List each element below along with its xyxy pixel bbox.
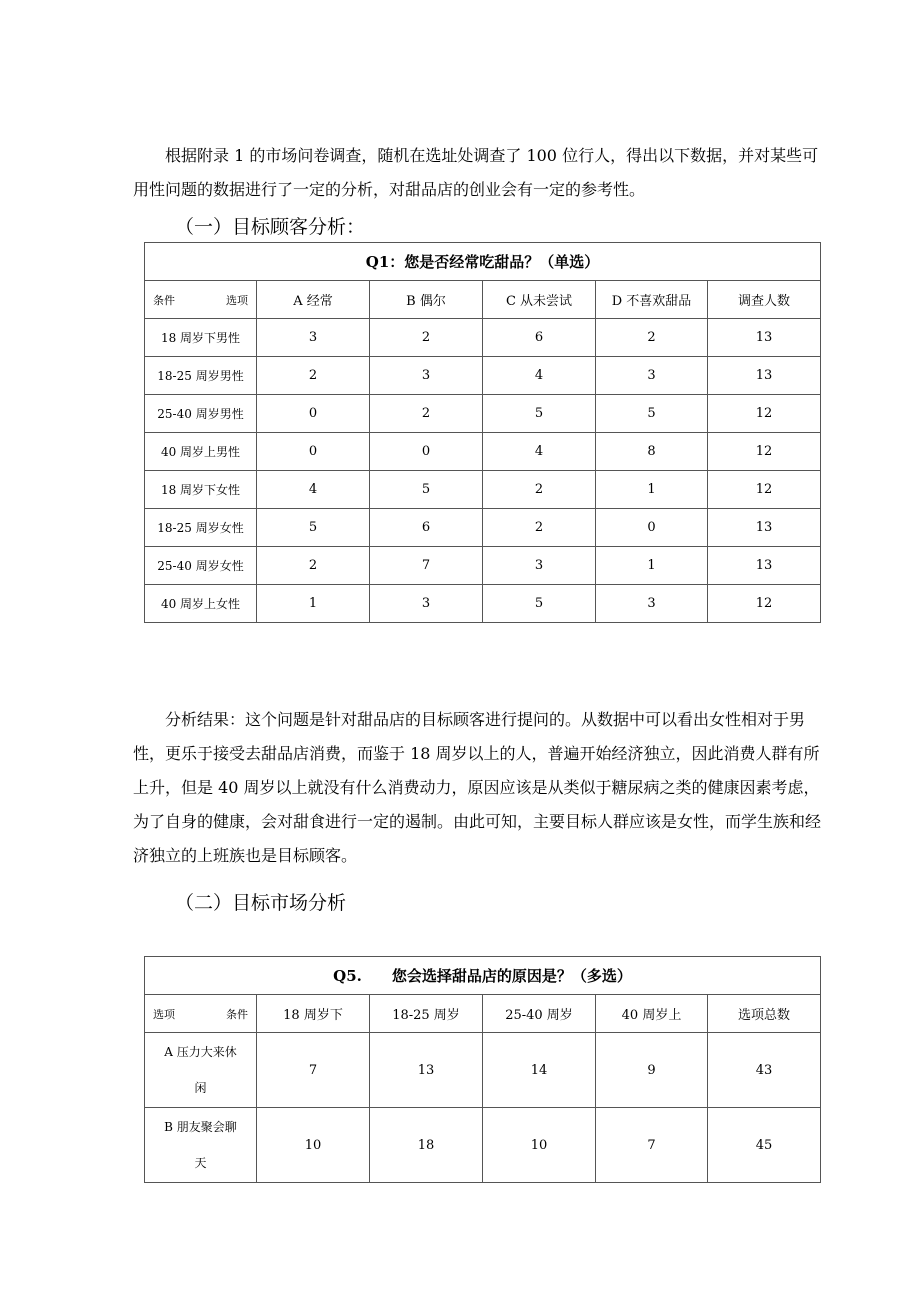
cell: 5: [257, 509, 370, 547]
cell: 3: [596, 357, 708, 395]
cell: 2: [483, 471, 596, 509]
cell: 12: [708, 395, 821, 433]
cell: 1: [596, 471, 708, 509]
q1-header: B 偶尔: [370, 281, 483, 319]
cell: 5: [596, 395, 708, 433]
row-label: 18 周岁下女性: [145, 471, 257, 509]
section2-heading: （二）目标市场分析: [175, 892, 347, 914]
q1-corner-right: 选项: [226, 293, 248, 307]
cell: 5: [370, 471, 483, 509]
table-row: [145, 471, 821, 509]
row-label-line: 闲: [194, 1081, 207, 1095]
q5-table: [144, 956, 821, 1183]
cell: 0: [257, 395, 370, 433]
q5-title: Q5. 您会选择甜品店的原因是？（多选）: [145, 957, 821, 995]
q1-header: 调查人数: [708, 281, 821, 319]
cell: 3: [483, 547, 596, 585]
q5-corner-right: 条件: [226, 1007, 248, 1021]
cell: 5: [483, 395, 596, 433]
cell: 2: [483, 509, 596, 547]
cell: 3: [257, 319, 370, 357]
q1-table: [144, 242, 821, 623]
q5-header: 40 周岁上: [596, 995, 708, 1033]
table-row: [145, 509, 821, 547]
cell: 3: [596, 585, 708, 623]
q1-header: C 从未尝试: [483, 281, 596, 319]
section1-heading: （一）目标顾客分析：: [175, 216, 366, 238]
table-row: [145, 1108, 821, 1183]
row-label: [145, 1108, 257, 1183]
cell: 5: [483, 585, 596, 623]
cell: 6: [483, 319, 596, 357]
row-label: 18 周岁下男性: [145, 319, 257, 357]
cell: 12: [708, 471, 821, 509]
row-label: 40 周岁上女性: [145, 585, 257, 623]
cell: 12: [708, 433, 821, 471]
cell: 4: [483, 433, 596, 471]
cell: 10: [483, 1108, 596, 1183]
cell: 13: [708, 547, 821, 585]
cell: 10: [257, 1108, 370, 1183]
cell: 12: [708, 585, 821, 623]
q1-corner-cell: [145, 281, 257, 319]
row-label-line: 天: [194, 1156, 207, 1170]
cell: 3: [370, 585, 483, 623]
q5-header: 选项总数: [708, 995, 821, 1033]
row-label-line: A 压力大来休: [164, 1045, 237, 1059]
q5-corner-cell: [145, 995, 257, 1033]
table-row: [145, 585, 821, 623]
cell: 2: [370, 395, 483, 433]
q1-header: D 不喜欢甜品: [596, 281, 708, 319]
row-label: 25-40 周岁男性: [145, 395, 257, 433]
row-label-line: B 朋友聚会聊: [164, 1120, 237, 1134]
table-row: [145, 319, 821, 357]
intro-paragraph: 根据附录 1 的市场问卷调查，随机在选址处调查了 100 位行人，得出以下数据，并对某些可用性问题的数据进行了一定的分析，对甜品店的创业会有一定的参考性。: [133, 146, 819, 199]
cell: 2: [596, 319, 708, 357]
cell: 9: [596, 1033, 708, 1108]
cell: 4: [483, 357, 596, 395]
cell: 13: [708, 357, 821, 395]
cell: 43: [708, 1033, 821, 1108]
table-row: [145, 547, 821, 585]
table-row: [145, 357, 821, 395]
cell: 8: [596, 433, 708, 471]
analysis-paragraph: 分析结果：这个问题是针对甜品店的目标顾客进行提问的。从数据中可以看出女性相对于男性，更乐于接受去甜品店消费，而鉴于 18 周岁以上的人，普遍开始经济独立，因此消费人群有所上升，但是 40 周岁以上就没有什么消费动力，原因应该是从类似于糖尿病之类的健康因素考虑，为了自身的健康，会对甜食进行一定的遏制。由此可知，主要目标人群应该是女性，而学生族和经济独立的上班族也是目标顾客。: [133, 710, 822, 865]
row-label: 18-25 周岁女性: [145, 509, 257, 547]
table-row: [145, 1033, 821, 1108]
cell: 4: [257, 471, 370, 509]
cell: 0: [596, 509, 708, 547]
q1-title: Q1：您是否经常吃甜品？（单选）: [145, 243, 821, 281]
cell: 18: [370, 1108, 483, 1183]
row-label: 40 周岁上男性: [145, 433, 257, 471]
cell: 13: [370, 1033, 483, 1108]
cell: 1: [257, 585, 370, 623]
cell: 2: [257, 357, 370, 395]
cell: 7: [596, 1108, 708, 1183]
cell: 13: [708, 509, 821, 547]
q1-header: A 经常: [257, 281, 370, 319]
table-row: [145, 433, 821, 471]
cell: 7: [370, 547, 483, 585]
q1-corner-left: 条件: [153, 293, 175, 307]
q5-header: 25-40 周岁: [483, 995, 596, 1033]
cell: 3: [370, 357, 483, 395]
cell: 0: [370, 433, 483, 471]
cell: 2: [257, 547, 370, 585]
cell: 7: [257, 1033, 370, 1108]
q5-corner-left: 选项: [153, 1007, 175, 1021]
cell: 45: [708, 1108, 821, 1183]
row-label: 18-25 周岁男性: [145, 357, 257, 395]
cell: 13: [708, 319, 821, 357]
cell: 6: [370, 509, 483, 547]
cell: 0: [257, 433, 370, 471]
q5-header: 18 周岁下: [257, 995, 370, 1033]
q5-header: 18-25 周岁: [370, 995, 483, 1033]
row-label: 25-40 周岁女性: [145, 547, 257, 585]
row-label: [145, 1033, 257, 1108]
cell: 2: [370, 319, 483, 357]
cell: 14: [483, 1033, 596, 1108]
table-row: [145, 395, 821, 433]
cell: 1: [596, 547, 708, 585]
